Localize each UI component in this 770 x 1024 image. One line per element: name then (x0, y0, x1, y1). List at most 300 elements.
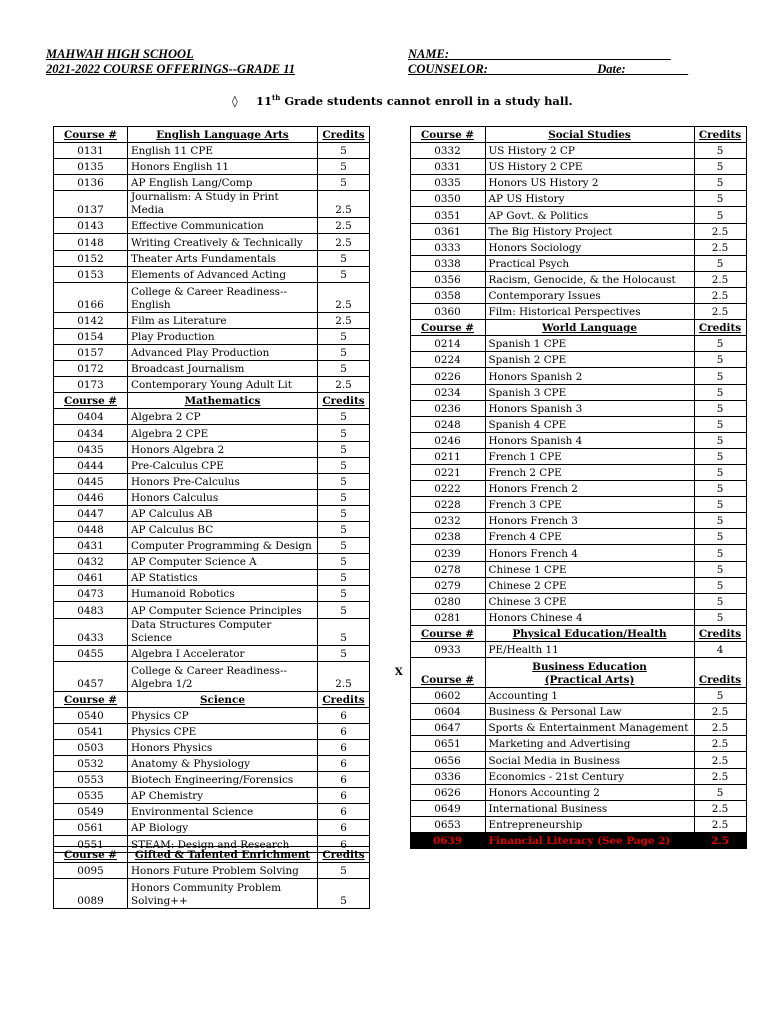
table-row (54, 328, 370, 344)
course-number: 0228 (410, 497, 485, 513)
course-credits: 5 (694, 159, 746, 175)
table-row (388, 768, 746, 784)
mark-cell (388, 287, 410, 303)
course-credits: 5 (694, 352, 746, 368)
course-number: 0135 (54, 159, 128, 175)
table-row (54, 457, 370, 473)
course-name: AP Computer Science Principles (128, 602, 318, 618)
credits-header: Credits (318, 127, 370, 143)
table-row (388, 223, 746, 239)
course-credits: 2.5 (694, 736, 746, 752)
section-title: Social Studies (485, 127, 694, 143)
course-name: Honors US History 2 (485, 175, 694, 191)
course-name: Honors Spanish 3 (485, 400, 694, 416)
course-number: 0281 (410, 609, 485, 625)
course-credits: 2.5 (318, 191, 370, 218)
course-name: Financial Literacy (See Page 2) (485, 832, 694, 848)
mark-cell (388, 175, 410, 191)
course-number: 0332 (410, 143, 485, 159)
course-number: 0432 (54, 554, 128, 570)
course-number: 0361 (410, 223, 485, 239)
mark-cell (388, 593, 410, 609)
course-number: 0639 (410, 832, 485, 848)
course-number: 0173 (54, 377, 128, 393)
table-row (54, 820, 370, 836)
course-number: 0541 (54, 723, 128, 739)
course-number-header: Course # (410, 658, 485, 688)
course-credits: 5 (694, 255, 746, 271)
course-name: AP Calculus BC (128, 521, 318, 537)
table-row (388, 175, 746, 191)
section-header-row (388, 625, 746, 641)
mark-cell (388, 271, 410, 287)
section-header-row (54, 393, 370, 409)
study-hall-note (232, 93, 573, 108)
course-credits: 2.5 (694, 816, 746, 832)
course-name: Accounting 1 (485, 688, 694, 704)
course-number: 0333 (410, 239, 485, 255)
course-name: Humanoid Robotics (128, 586, 318, 602)
course-credits: 6 (318, 723, 370, 739)
table-row (388, 464, 746, 480)
table-row (388, 336, 746, 352)
table-row (54, 645, 370, 661)
course-name: Honors Future Problem Solving (128, 863, 318, 879)
table-row (54, 441, 370, 457)
table-row (54, 788, 370, 804)
course-name: Film as Literature (128, 312, 318, 328)
course-credits: 5 (318, 409, 370, 425)
course-name: The Big History Project (485, 223, 694, 239)
table-row (388, 784, 746, 800)
table-row (388, 816, 746, 832)
course-credits: 2.5 (318, 234, 370, 250)
mark-cell (388, 336, 410, 352)
course-credits: 5 (318, 159, 370, 175)
course-number: 0649 (410, 800, 485, 816)
course-name: Effective Communication (128, 218, 318, 234)
course-number: 0457 (54, 661, 128, 691)
course-credits: 5 (318, 645, 370, 661)
section-title: Physical Education/Health (485, 625, 694, 641)
course-name: Sports & Entertainment Management (485, 720, 694, 736)
table-row (388, 736, 746, 752)
table-row (388, 704, 746, 720)
course-name: AP Calculus AB (128, 505, 318, 521)
table-row (54, 756, 370, 772)
course-name: Theater Arts Fundamentals (128, 250, 318, 266)
course-name: Broadcast Journalism (128, 361, 318, 377)
course-credits: 6 (318, 707, 370, 723)
course-number: 0338 (410, 255, 485, 271)
mark-cell (388, 159, 410, 175)
name-field[interactable]: NAME: ___________________________________ (408, 47, 671, 61)
course-credits: 5 (694, 464, 746, 480)
course-number: 0153 (54, 266, 128, 282)
course-credits: 5 (694, 561, 746, 577)
course-credits: 5 (694, 400, 746, 416)
section-mark: X (394, 666, 403, 679)
course-number: 0431 (54, 538, 128, 554)
course-name: Chinese 2 CPE (485, 577, 694, 593)
course-number: 0653 (410, 816, 485, 832)
table-row (54, 266, 370, 282)
mark-cell (388, 239, 410, 255)
course-name: AP Govt. & Politics (485, 207, 694, 223)
table-row (54, 554, 370, 570)
mark-cell (388, 609, 410, 625)
course-name: Journalism: A Study in Print Media (128, 191, 318, 218)
table-row (388, 159, 746, 175)
course-credits: 5 (694, 609, 746, 625)
course-credits: 5 (318, 538, 370, 554)
mark-cell (388, 304, 410, 320)
table-row (388, 239, 746, 255)
course-number-header: Course # (54, 127, 128, 143)
course-credits: 5 (694, 336, 746, 352)
course-number: 0602 (410, 688, 485, 704)
table-row (388, 207, 746, 223)
course-credits: 5 (318, 505, 370, 521)
course-name: Pre-Calculus CPE (128, 457, 318, 473)
table-row (388, 287, 746, 303)
credits-header: Credits (694, 127, 746, 143)
table-row (388, 448, 746, 464)
table-row (388, 593, 746, 609)
course-name: AP Chemistry (128, 788, 318, 804)
course-number: 0142 (54, 312, 128, 328)
course-number: 0222 (410, 481, 485, 497)
course-credits: 5 (318, 361, 370, 377)
left-course-table (53, 126, 370, 853)
course-number: 0335 (410, 175, 485, 191)
table-row (54, 425, 370, 441)
section-title: English Language Arts (128, 127, 318, 143)
table-row (388, 304, 746, 320)
course-number: 0148 (54, 234, 128, 250)
credits-header: Credits (318, 691, 370, 707)
course-credits: 5 (694, 191, 746, 207)
course-credits: 5 (318, 554, 370, 570)
table-row (388, 752, 746, 768)
course-credits: 5 (694, 368, 746, 384)
course-credits: 2.5 (694, 752, 746, 768)
course-number: 0561 (54, 820, 128, 836)
mark-cell (388, 464, 410, 480)
table-row (388, 481, 746, 497)
table-row (54, 521, 370, 537)
course-number: 0350 (410, 191, 485, 207)
mark-cell (388, 736, 410, 752)
course-credits: 5 (318, 328, 370, 344)
course-number: 0089 (54, 879, 128, 909)
mark-cell (388, 481, 410, 497)
course-credits: 5 (694, 384, 746, 400)
table-row (388, 545, 746, 561)
course-credits: 2.5 (318, 282, 370, 312)
course-name: Social Media in Business (485, 752, 694, 768)
mark-cell (388, 800, 410, 816)
course-name: Honors French 4 (485, 545, 694, 561)
course-credits: 5 (694, 529, 746, 545)
course-name: College & Career Readiness-- Algebra 1/2 (128, 661, 318, 691)
course-number: 0280 (410, 593, 485, 609)
course-number-header: Course # (410, 127, 485, 143)
course-name: Algebra I Accelerator (128, 645, 318, 661)
table-row (54, 489, 370, 505)
table-row (54, 159, 370, 175)
mark-cell (388, 688, 410, 704)
table-row (388, 800, 746, 816)
mark-cell (388, 784, 410, 800)
table-row (388, 642, 746, 658)
table-row (388, 255, 746, 271)
course-credits: 6 (318, 772, 370, 788)
course-name: AP Computer Science A (128, 554, 318, 570)
course-credits: 5 (694, 688, 746, 704)
course-name: Practical Psych (485, 255, 694, 271)
course-credits: 5 (318, 344, 370, 360)
course-number: 0331 (410, 159, 485, 175)
mark-cell (388, 816, 410, 832)
course-number: 0434 (54, 425, 128, 441)
table-row (54, 250, 370, 266)
course-name: PE/Health 11 (485, 642, 694, 658)
course-name: Honors Physics (128, 739, 318, 755)
course-name: US History 2 CP (485, 143, 694, 159)
course-number: 0446 (54, 489, 128, 505)
credits-header: Credits (318, 393, 370, 409)
course-name: Honors Chinese 4 (485, 609, 694, 625)
table-row (54, 473, 370, 489)
course-name: AP Biology (128, 820, 318, 836)
table-row (388, 416, 746, 432)
course-credits: 5 (318, 441, 370, 457)
course-number: 0532 (54, 756, 128, 772)
mark-cell (388, 432, 410, 448)
table-row (388, 368, 746, 384)
mark-cell (388, 207, 410, 223)
course-name: English 11 CPE (128, 143, 318, 159)
course-credits: 2.5 (318, 377, 370, 393)
course-name: Honors Calculus (128, 489, 318, 505)
table-row (54, 879, 370, 909)
course-number: 0358 (410, 287, 485, 303)
course-number: 0360 (410, 304, 485, 320)
course-name: Spanish 1 CPE (485, 336, 694, 352)
course-number: 0095 (54, 863, 128, 879)
course-name: Entrepreneurship (485, 816, 694, 832)
mark-cell (388, 384, 410, 400)
course-name: Play Production (128, 328, 318, 344)
course-number: 0239 (410, 545, 485, 561)
table-row (54, 707, 370, 723)
table-row (54, 361, 370, 377)
course-name: AP English Lang/Comp (128, 175, 318, 191)
table-row (54, 191, 370, 218)
course-credits: 6 (318, 820, 370, 836)
section-header-row (388, 127, 746, 143)
counselor-date-field[interactable]: COUNSELOR: _________________Date:__________ (408, 62, 689, 76)
course-credits: 5 (694, 481, 746, 497)
course-credits: 5 (318, 473, 370, 489)
course-number: 0152 (54, 250, 128, 266)
course-credits: 5 (318, 521, 370, 537)
course-number: 0236 (410, 400, 485, 416)
course-number-header: Course # (410, 320, 485, 336)
course-number: 0461 (54, 570, 128, 586)
table-row (54, 723, 370, 739)
course-number: 0553 (54, 772, 128, 788)
credits-header: Credits (694, 625, 746, 641)
course-number: 0232 (410, 513, 485, 529)
highlighted-row (388, 832, 746, 848)
course-number: 0143 (54, 218, 128, 234)
mark-cell (388, 400, 410, 416)
course-credits: 5 (694, 448, 746, 464)
section-mark (388, 320, 410, 336)
table-row (54, 234, 370, 250)
course-number: 0447 (54, 505, 128, 521)
credits-header: Credits (694, 320, 746, 336)
course-name: US History 2 CPE (485, 159, 694, 175)
table-row (54, 772, 370, 788)
mark-cell (388, 720, 410, 736)
table-row (54, 804, 370, 820)
course-number: 0503 (54, 739, 128, 755)
course-number: 0137 (54, 191, 128, 218)
course-credits: 2.5 (694, 832, 746, 848)
course-credits: 5 (318, 570, 370, 586)
table-row (54, 282, 370, 312)
course-credits: 2.5 (694, 287, 746, 303)
course-credits: 2.5 (694, 304, 746, 320)
course-name: STEAM: Design and Research (128, 836, 318, 852)
course-credits: 6 (318, 756, 370, 772)
course-number: 0445 (54, 473, 128, 489)
mark-cell (388, 561, 410, 577)
course-name: Anatomy & Physiology (128, 756, 318, 772)
course-number: 0933 (410, 642, 485, 658)
mark-cell (388, 368, 410, 384)
course-credits: 2.5 (694, 768, 746, 784)
course-credits: 5 (694, 784, 746, 800)
course-number: 0226 (410, 368, 485, 384)
table-row (54, 586, 370, 602)
course-number: 0221 (410, 464, 485, 480)
course-credits: 5 (318, 489, 370, 505)
course-credits: 2.5 (694, 704, 746, 720)
course-credits: 5 (694, 513, 746, 529)
course-credits: 5 (694, 143, 746, 159)
course-name: Chinese 1 CPE (485, 561, 694, 577)
table-row (54, 344, 370, 360)
table-row (388, 577, 746, 593)
course-number-header: Course # (54, 393, 128, 409)
course-name: Algebra 2 CPE (128, 425, 318, 441)
course-name: Advanced Play Production (128, 344, 318, 360)
course-number: 0483 (54, 602, 128, 618)
course-name: Elements of Advanced Acting (128, 266, 318, 282)
mark-cell (388, 768, 410, 784)
course-credits: 5 (694, 416, 746, 432)
mark-cell (388, 191, 410, 207)
course-number: 0248 (410, 416, 485, 432)
course-name: Honors Pre-Calculus (128, 473, 318, 489)
course-name: College & Career Readiness-- English (128, 282, 318, 312)
table-row (388, 384, 746, 400)
mark-cell (388, 497, 410, 513)
course-credits: 6 (318, 788, 370, 804)
table-row (54, 602, 370, 618)
course-credits: 5 (318, 879, 370, 909)
course-number: 0540 (54, 707, 128, 723)
course-credits: 5 (694, 545, 746, 561)
course-name: Honors Accounting 2 (485, 784, 694, 800)
course-name: Biotech Engineering/Forensics (128, 772, 318, 788)
table-row (388, 352, 746, 368)
mark-cell (388, 642, 410, 658)
course-credits: 6 (318, 836, 370, 852)
course-number: 0131 (54, 143, 128, 159)
course-name: Honors Community Problem Solving++ (128, 879, 318, 909)
mark-cell (388, 416, 410, 432)
course-number: 0136 (54, 175, 128, 191)
note-ordinal: 11 (256, 93, 273, 108)
credits-header: Credits (318, 847, 370, 863)
course-name: Physics CP (128, 707, 318, 723)
offerings-title: 2021-2022 COURSE OFFERINGS--GRADE 11 (46, 62, 296, 76)
course-credits: 2.5 (318, 312, 370, 328)
course-number: 0448 (54, 521, 128, 537)
course-credits: 5 (694, 175, 746, 191)
section-mark (388, 127, 410, 143)
course-name: Honors French 3 (485, 513, 694, 529)
course-number: 0214 (410, 336, 485, 352)
course-name: Honors French 2 (485, 481, 694, 497)
course-number: 0154 (54, 328, 128, 344)
course-number: 0549 (54, 804, 128, 820)
mark-cell (388, 752, 410, 768)
course-number: 0455 (54, 645, 128, 661)
course-credits: 2.5 (694, 223, 746, 239)
table-row (388, 513, 746, 529)
course-credits: 2.5 (318, 218, 370, 234)
course-number: 0551 (54, 836, 128, 852)
table-row (388, 688, 746, 704)
course-name: Environmental Science (128, 804, 318, 820)
note-text: Grade students cannot enroll in a study hall. (280, 93, 573, 108)
course-credits: 5 (318, 863, 370, 879)
table-row (54, 618, 370, 645)
course-name: French 4 CPE (485, 529, 694, 545)
course-name: Data Structures Computer Science (128, 618, 318, 645)
mark-cell (388, 832, 410, 848)
course-number: 0211 (410, 448, 485, 464)
course-credits: 5 (694, 593, 746, 609)
mark-cell (388, 143, 410, 159)
table-row (388, 609, 746, 625)
course-credits: 5 (318, 457, 370, 473)
course-name: Marketing and Advertising (485, 736, 694, 752)
mark-cell (388, 448, 410, 464)
course-number: 0279 (410, 577, 485, 593)
course-name: Computer Programming & Design (128, 538, 318, 554)
course-number: 0246 (410, 432, 485, 448)
school-name: MAHWAH HIGH SCHOOL (46, 47, 194, 61)
diamond-bullet-icon: ◊ (232, 93, 238, 108)
course-name: Chinese 3 CPE (485, 593, 694, 609)
